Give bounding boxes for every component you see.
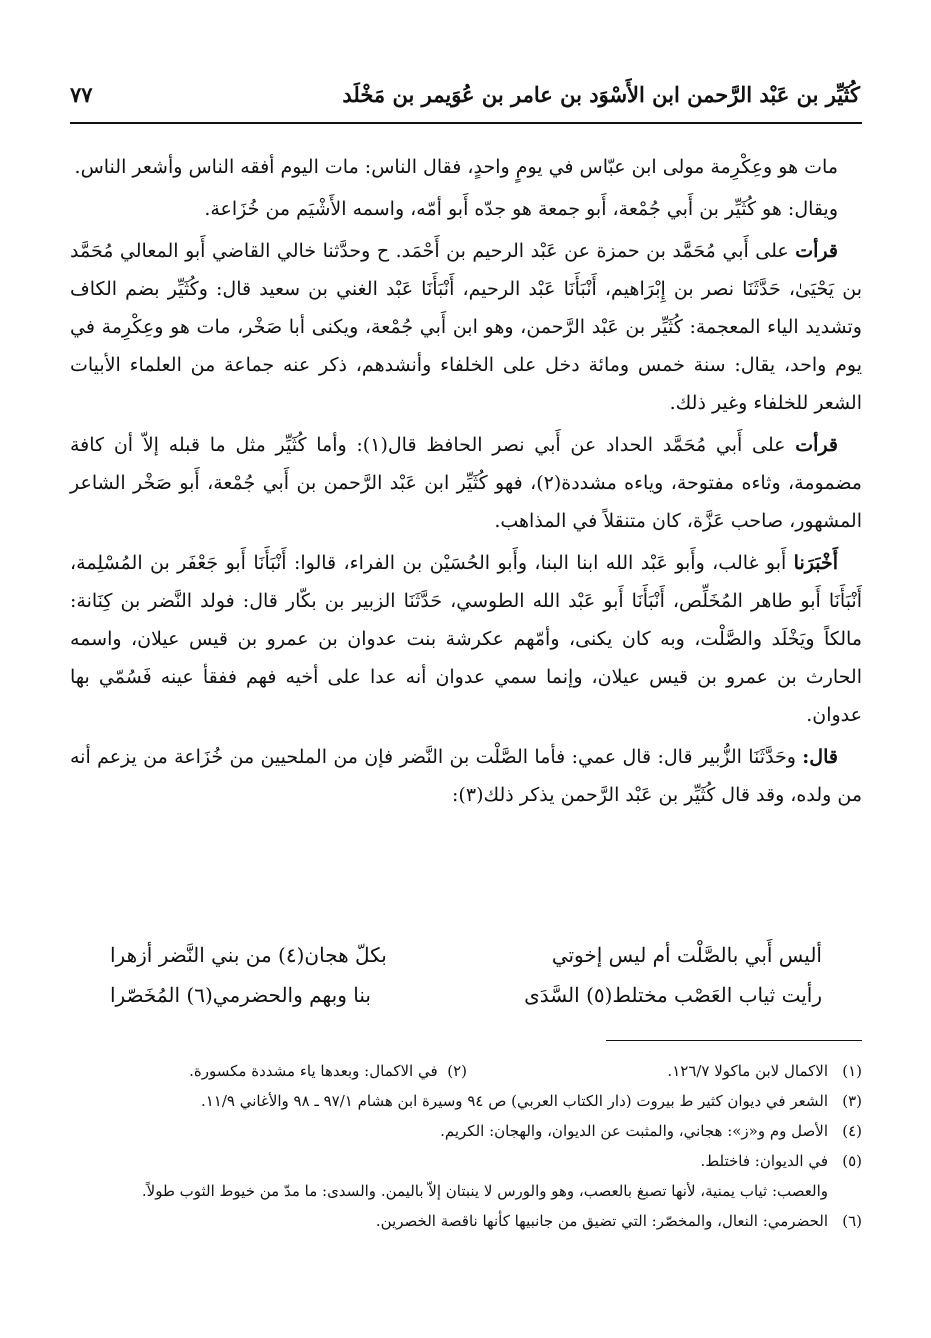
header-rule bbox=[70, 122, 862, 124]
verse-second-hemistich: بنا وبهم والحضرمي(٦) المُخَصّرا bbox=[110, 983, 371, 1007]
verse-second-hemistich: بكلّ هجان(٤) من بني النَّضر أزهرا bbox=[110, 943, 387, 967]
paragraph bbox=[70, 148, 862, 186]
paragraph-lead-word: قال: bbox=[802, 746, 838, 768]
poem-verses bbox=[110, 936, 822, 1016]
paragraph bbox=[70, 544, 862, 734]
footnote-number: (١) bbox=[842, 1062, 862, 1080]
paragraph bbox=[70, 426, 862, 540]
running-title: كُثَيِّر بن عَبْد الرَّحمن ابن الأَسْوَد بن عامر بن عُوَيمر بن مَخْلَد bbox=[342, 82, 860, 107]
footnote-number: (٤) bbox=[842, 1122, 862, 1140]
main-text bbox=[70, 148, 862, 818]
footnote-4 bbox=[70, 1116, 862, 1146]
paragraph bbox=[70, 738, 862, 814]
footnote-text: في الديوان: فاختلط. bbox=[700, 1152, 828, 1170]
footnote-1 bbox=[667, 1056, 862, 1086]
page-number: ٧٧ bbox=[70, 82, 93, 107]
paragraph-lead-word: قرأت bbox=[795, 240, 838, 262]
footnote-5 bbox=[70, 1146, 862, 1176]
paragraph bbox=[70, 232, 862, 422]
paragraph-text: على أَبي مُحَمَّد الحداد عن أَبي نصر الحافظ قال(١): وأما كُثَيِّر مثل ما قبله إلاّ أن كافة مضمومة، وثاءه مفتوحة، وياءه مشددة(٢)، فهو كُثَيِّر ابن عَبْد الرَّحمن بن أَبي جُمْعة، أَبو صَخْر الشاعر المشهور، صاحب عَزَّة، كان متنقلاً في المذاهب. bbox=[70, 434, 862, 532]
paragraph-text: أَبو غالب، وأَبو عَبْد الله ابنا البنا، وأَبو الحُسَيْن بن الفراء، قالوا: أَنْبَأَنَا أَبو جَعْفَر بن المُسْلِمة، أَنْبَأَنَا أَبو طاهر المُخَلِّص، أَنْبَأَنَا أَبو عَبْد الله الطوسي، حَدَّثَنَا الزبير بن بكّار قال: فولد النَّضر بن كِنَانة: مالكاً ويَخْلَد والصَّلْت، وبه كان يكنى، وأمّهم عكرشة بنت عدوان بن عمرو بن قيس عيلان، واسمه الحارث بن عمرو بن قيس عيلان، وإنما سمي عدوان أنه عدا على أخيه فهم ففقأ عينه فَسُمّي بها عدوان. bbox=[70, 552, 862, 726]
paragraph-lead-word: أَخْبَرَنا bbox=[793, 552, 838, 574]
footnote-separator bbox=[606, 1040, 862, 1041]
verse-line bbox=[110, 936, 822, 976]
paragraph-lead-word: قرأت bbox=[795, 434, 838, 456]
verse-first-hemistich: أليس أَبي بالصَّلْت أم ليس إخوتي bbox=[551, 943, 822, 967]
verse-line bbox=[110, 976, 822, 1016]
footnote-text: في الاكمال: وبعدها ياء مشددة مكسورة. bbox=[189, 1062, 438, 1080]
page-header bbox=[70, 82, 860, 116]
footnote-text: الأصل وم و«ز»: هجاني، والمثبت عن الديوان، والهجان: الكريم. bbox=[440, 1122, 828, 1140]
footnote-6 bbox=[70, 1206, 862, 1236]
footnote-5-continuation: والعصب: ثياب يمنية، لأنها تصبغ بالعصب، وهو والورس لا ينبتان إلاّ باليمن. والسدى: ما مدّ من خيوط الثوب طولاً. bbox=[141, 1182, 828, 1200]
footnote-3 bbox=[70, 1086, 862, 1116]
footnote-number: (٣) bbox=[842, 1092, 862, 1110]
paragraph-text: على أَبي مُحَمَّد بن حمزة عن عَبْد الرحيم بن أَحْمَد. ح وحدَّثنا خالي القاضي أَبو المعالي مُحَمَّد بن يَحْيَىٰ، حَدَّثَنَا نصر بن إِبْرَاهيم، أَنْبَأَنَا عَبْد الرحيم، أَنْبَأَنَا عَبْد الغني بن سعيد قال: وكُثَيِّر بضم الكاف وتشديد الياء المعجمة: كُثَيِّر بن عَبْد الرَّحمن، وهو ابن أَبي جُمْعة، ويكنى أبا صَخْر، مات هو وعِكْرِمة في يوم واحد، يقال: سنة خمس ومائة دخل على الخلفاء وأنشدهم، ذكر عنه جماعة من العلماء الأبيات الشعر للخلفاء وغير ذلك. bbox=[70, 240, 862, 414]
footnote-text: الاكمال لابن ماكولا ١٢٦/٧. bbox=[667, 1062, 828, 1080]
footnote-text: الحضرمي: النعال، والمخصّر: التي تضيق من جانبيها كأنها ناقصة الخصرين. bbox=[375, 1212, 828, 1230]
paragraph bbox=[70, 190, 862, 228]
paragraph-text: ويقال: هو كُثَيِّر بن أَبي جُمْعة، أَبو جمعة هو جدّه أَبو أمّه، واسمه الأَشْيَم من خُزَاعة. bbox=[204, 198, 838, 220]
footnote-number: (٢) bbox=[447, 1062, 467, 1080]
footnote-2 bbox=[189, 1056, 467, 1086]
footnote-number: (٦) bbox=[842, 1212, 862, 1230]
footnote-text: الشعر في ديوان كثير ط بيروت (دار الكتاب العربي) ص ٩٤ وسيرة ابن هشام ٩٧/١ ـ ٩٨ والأغاني ١١/٩. bbox=[200, 1092, 828, 1110]
verse-first-hemistich: رأيت ثياب العَصْب مختلط(٥) السَّدَى bbox=[524, 983, 822, 1007]
paragraph-text: مات هو وعِكْرِمة مولى ابن عبّاس في يومٍ واحدٍ، فقال الناس: مات اليوم أفقه الناس وأشعر الناس. bbox=[74, 156, 838, 178]
footnotes bbox=[70, 1056, 862, 1236]
footnote-number: (٥) bbox=[842, 1152, 862, 1170]
footnote-row bbox=[70, 1056, 862, 1086]
paragraph-text: وحَدَّثَنَا الزُّبير قال: قال عمي: فأما الصَّلْت بن النَّضر فإن من الملحيين من خُزَاعة من يزعم أنه من ولده، وقد قال كُثَيِّر بن عَبْد الرَّحمن يذكر ذلك(٣): bbox=[70, 746, 862, 806]
